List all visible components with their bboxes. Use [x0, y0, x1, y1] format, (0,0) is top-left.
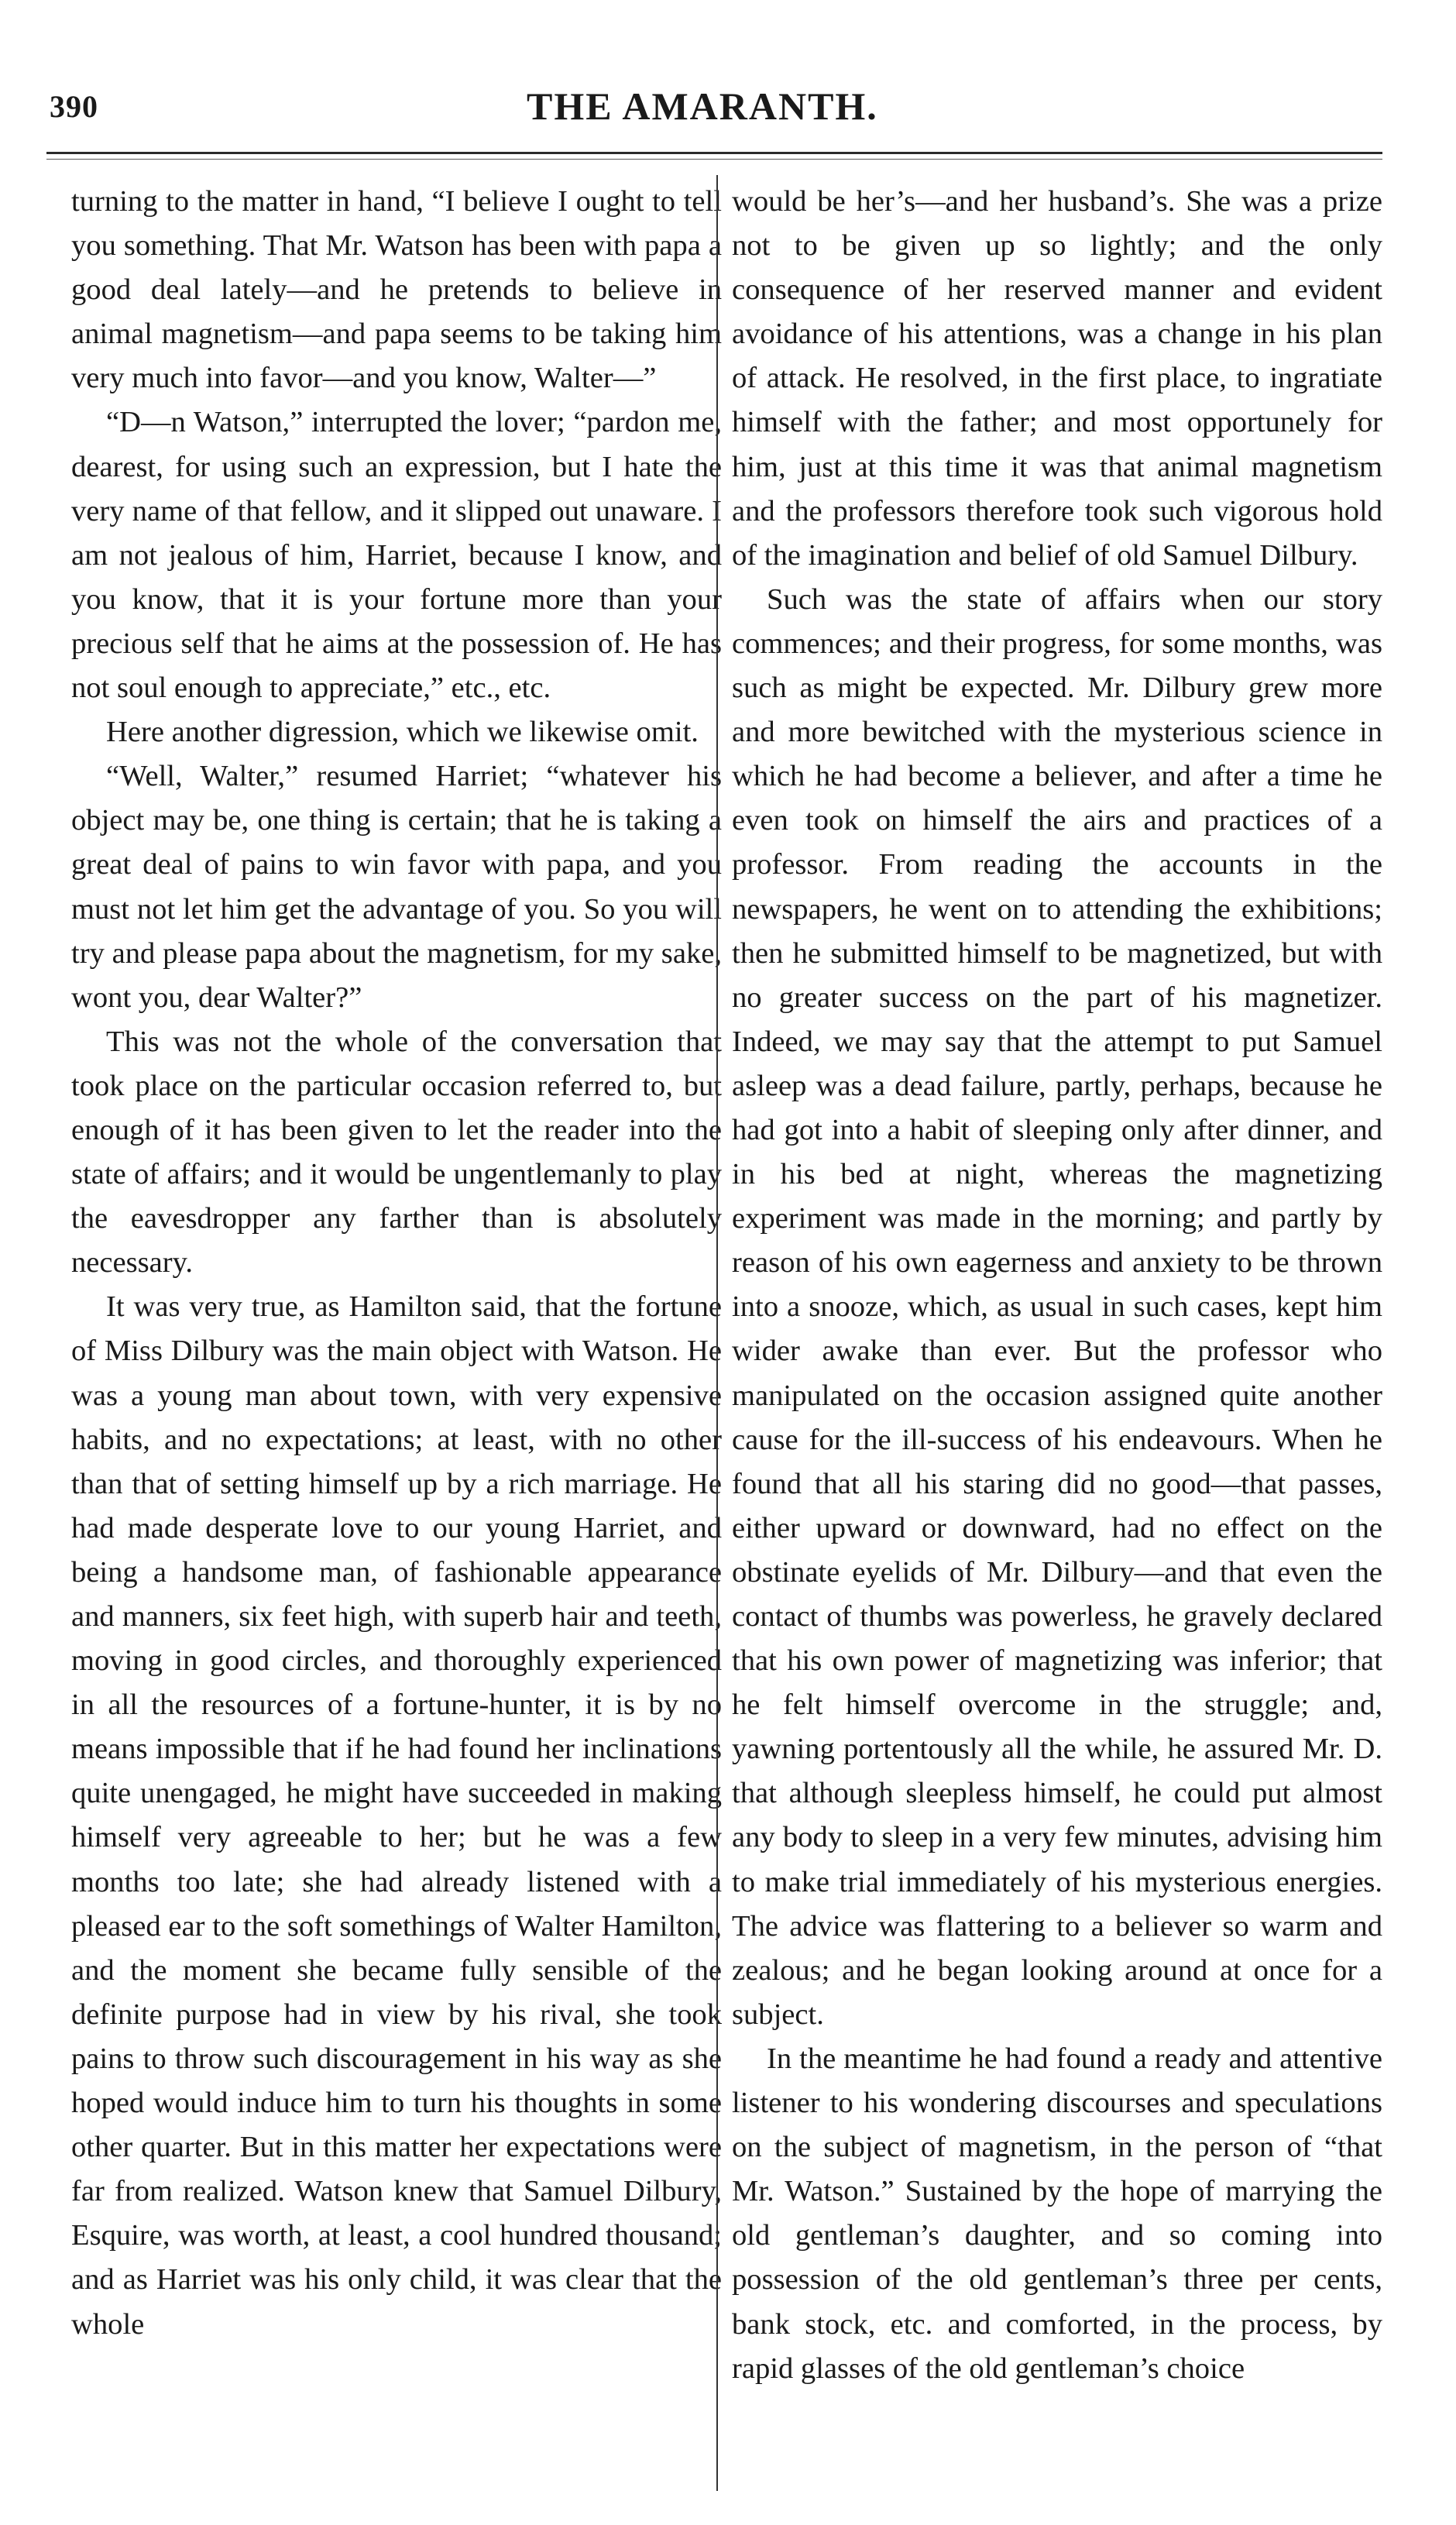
- column-divider: [716, 175, 718, 2491]
- running-title: THE AMARANTH.: [527, 84, 878, 128]
- right-column: [732, 180, 1382, 2391]
- header-rule-thin: [46, 159, 1382, 160]
- paragraph: This was not the whole of the conversation that took place on the particular occasion referred to, but enough of it has been given to let the reader into the state of affairs; and it would be ungentlemanly to play the eavesdropper any farther than is absolutely necessary.: [71, 1025, 722, 1280]
- page-number: 390: [50, 89, 98, 124]
- paragraph: Here another digression, which we likewise omit.: [106, 716, 699, 749]
- paragraph: “D—n Watson,” interrupted the lover; “pardon me, dearest, for using such an expression, but I hate the very name of that fellow, and it slipped out unaware. I am not jealous of him, Harriet, because I know, and you know, that it is your fortune more than your precious self that he aims at the possession of. He has not soul enough to appreciate,” etc., etc.: [71, 406, 722, 705]
- page-header: [46, 84, 1386, 146]
- paragraph: It was very true, as Hamilton said, that the fortune of Miss Dilbury was the main object with Watson. He was a young man about town, with very expensive habits, and no expectations; at least, with no other than that of setting himself up by a rich marriage. He had made desperate love to our young Harriet, and being a handsome man, of fashionable appearance and manners, six feet high, with superb hair and teeth, moving in good circles, and thoroughly experienced in all the resources of a fortune-hunter, it is by no means impossible that if he had found her inclinations quite unengaged, he might have succeeded in making himself very agreeable to her; but he was a few months too late; she had already listened with a pleased ear to the soft somethings of Walter Hamilton, and the moment she became fully sensible of the definite purpose had in view by his rival, she took pains to throw such discouragement in his way as she hoped would induce him to turn his thoughts in some other quarter. But in this matter her expectations were far from realized. Watson knew that Samuel Dilbury, Esquire, was worth, at least, a cool hundred thousand; and as Harriet was his only child, it was clear that the whole: [71, 1290, 722, 2341]
- paragraph: In the meantime he had found a ready and attentive listener to his wondering discourses and speculations on the subject of magnetism, in the person of “that Mr. Watson.” Sustained by the hope of marrying the old gentleman’s daughter, and so coming into possession of the old gentleman’s three per cents, bank stock, etc. and comforted, in the process, by rapid glasses of the old gentleman’s choice: [732, 2042, 1382, 2385]
- left-column: [71, 180, 722, 2347]
- paragraph: “Well, Walter,” resumed Harriet; “whatever his object may be, one thing is certain; that he is taking a great deal of pains to win favor with papa, and you must not let him get the advantage of you. So you will try and please papa about the magnetism, for my sake, wont you, dear Walter?”: [71, 760, 722, 1014]
- paragraph: Such was the state of affairs when our story commences; and their progress, for some months, was such as might be expected. Mr. Dilbury grew more and more bewitched with the mysterious science in which he had become a believer, and after a time he even took on himself the airs and practices of a professor. From reading the accounts in the newspapers, he went on to attending the exhibitions; then he submitted himself to be magnetized, but with no greater success on the part of his magnetizer. Indeed, we may say that the attempt to put Samuel asleep was a dead failure, partly, perhaps, because he had got into a habit of sleeping only after dinner, and in his bed at night, whereas the magnetizing experiment was made in the morning; and partly by reason of his own eagerness and anxiety to be thrown into a snooze, which, as usual in such cases, kept him wider awake than ever. But the professor who manipulated on the occasion assigned quite another cause for the ill-success of his endeavours. When he found that all his staring did no good—that passes, either upward or downward, had no effect on the obstinate eyelids of Mr. Dilbury—and that even the contact of thumbs was powerless, he gravely declared that his own power of magnetizing was inferior; that he felt himself overcome in the struggle; and, yawning portentously all the while, he assured Mr. D. that although sleepless himself, he could put almost any body to sleep in a very few minutes, advising him to make trial immediately of his mysterious energies. The advice was flattering to a believer so warm and zealous; and he began looking around at once for a subject.: [732, 582, 1382, 2031]
- paragraph: turning to the matter in hand, “I believe I ought to tell you something. That Mr. Watson has been with papa a good deal lately—and he pretends to believe in animal magnetism—and papa seems to be taking him very much into favor—and you know, Walter—”: [71, 185, 722, 395]
- header-rule: [46, 152, 1382, 154]
- paragraph: would be her’s—and her husband’s. She was a prize not to be given up so lightly; and the only consequence of her reserved manner and evident avoidance of his attentions, was a change in his plan of attack. He resolved, in the first place, to ingratiate himself with the father; and most opportunely for him, just at this time it was that animal magnetism and the professors therefore took such vigorous hold of the imagination and belief of old Samuel Dilbury.: [732, 185, 1382, 572]
